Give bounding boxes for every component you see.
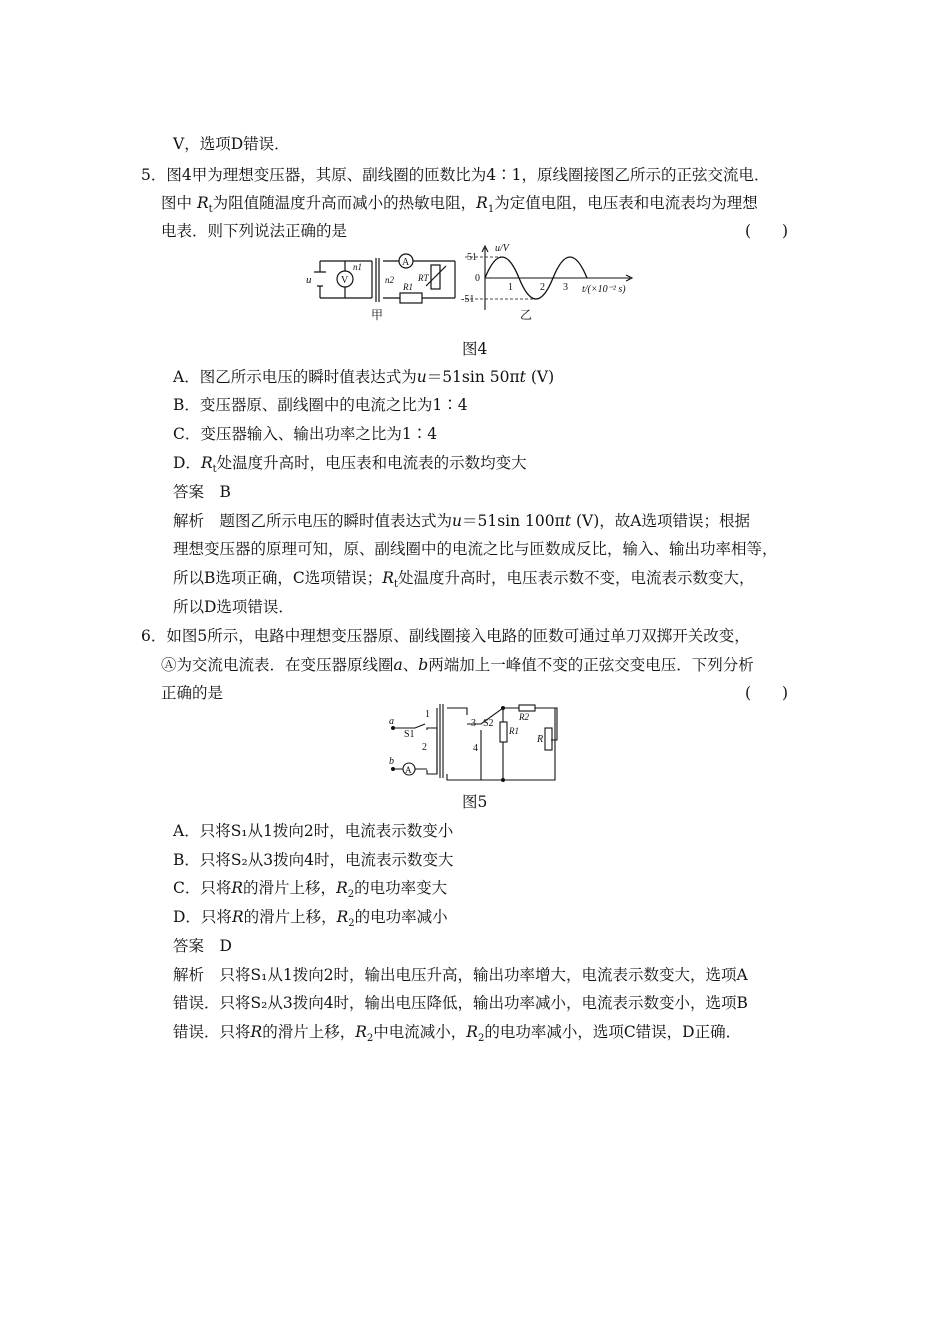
thermistor-rt-label: RT <box>418 273 429 283</box>
q5-option-c: C．变压器输入、输出功率之比为1∶4 <box>173 425 438 443</box>
tap-3-label: 3 <box>471 718 476 729</box>
resistor-r1-label: R1 <box>509 726 519 736</box>
q6-stem-line-2: Ⓐ为交流电流表．在变压器原线圈a、b两端加上一峰值不变的正弦交变电压．下列分析 <box>161 656 754 674</box>
q5-analysis-line-2: 理想变压器的原理可知，原、副线圈中的电流之比与匝数成反比，输入、输出功率相等， <box>173 540 778 558</box>
q5-answer: 答案 B <box>173 483 231 501</box>
q5-analysis-line-4: 所以D选项错误． <box>173 598 294 616</box>
graph-y-max-label: 51 <box>467 252 477 263</box>
coil-n1-label: n1 <box>353 262 362 272</box>
graph-tick-2: 2 <box>540 282 545 293</box>
q5-stem-line-2: 图中 $R_t$为阻值随温度升高而减小的热敏电阻，$R_1$为定值电阻，电压表和电流表均为理想 <box>161 194 758 216</box>
q5-analysis-line-1: 解析 题图乙所示电压的瞬时值表达式为u＝51sin 100πt (V)，故A选项错误；根据 <box>173 512 750 530</box>
figure-yi-label: 乙 <box>520 308 533 322</box>
graph-x-axis-label: t/(×10⁻² s) <box>582 284 626 295</box>
q6-option-c: C．只将R的滑片上移，$R_2$的电功率变大 <box>173 879 448 901</box>
switch-s1-label: S1 <box>404 729 415 740</box>
q5-option-d: D．$R_t$处温度升高时，电压表和电流表的示数均变大 <box>173 454 527 476</box>
figure-5 <box>385 700 585 782</box>
q6-stem-line-3: 正确的是 <box>161 684 224 702</box>
q6-answer-bracket: ( ) <box>745 684 789 702</box>
q5-analysis-line-3: 所以B选项正确，C选项错误；$R_t$处温度升高时，电压表示数不变，电流表示数变大， <box>173 569 755 591</box>
tap-2-label: 2 <box>422 742 427 753</box>
resistor-r1-label: R1 <box>403 282 413 292</box>
q6-answer: 答案 D <box>173 937 232 955</box>
graph-tick-3: 3 <box>563 282 568 293</box>
q5-option-b: B．变压器原、副线圈中的电流之比为1∶4 <box>173 396 468 414</box>
q6-option-a: A．只将S₁从1拨向2时，电流表示数变小 <box>173 822 454 840</box>
previous-answer-tail: V，选项D错误． <box>173 135 290 153</box>
q6-analysis-line-2: 错误．只将S₂从3拨向4时，输出电压降低，输出功率减小，电流表示数变小，选项B <box>173 994 748 1012</box>
q5-option-a: A．图乙所示电压的瞬时值表达式为u＝51sin 50πt (V) <box>173 368 555 386</box>
graph-zero-label: 0 <box>475 273 480 284</box>
ammeter-label: A <box>402 257 410 268</box>
q5-answer-bracket: ( ) <box>745 222 789 240</box>
rheostat-r-label: R <box>537 734 544 745</box>
coil-n2-label: n2 <box>385 275 394 285</box>
q6-analysis-line-3: 错误．只将R的滑片上移，$R_2$中电流减小，$R_2$的电功率减小，选项C错误，D正确． <box>173 1023 742 1045</box>
figure-4-graph-yi <box>465 246 632 310</box>
tap-4-label: 4 <box>473 743 478 754</box>
terminal-a-label: a <box>389 716 394 727</box>
q5-stem-line-3: 电表．则下列说法正确的是 <box>161 222 348 240</box>
resistor-r2-label: R2 <box>519 712 529 722</box>
source-u-label: u <box>306 274 312 286</box>
q6-option-b: B．只将S₂从3拨向4时，电流表示数变大 <box>173 851 454 869</box>
q6-analysis-line-1: 解析 只将S₁从1拨向2时，输出电压升高，输出功率增大，电流表示数变大，选项A <box>173 966 748 984</box>
terminal-b-label: b <box>389 756 394 767</box>
graph-y-min-label: -51 <box>461 294 475 305</box>
q6-option-d: D．只将R的滑片上移，$R_2$的电功率减小 <box>173 908 448 930</box>
graph-y-axis-label: u/V <box>495 243 509 254</box>
figure-5-caption: 图5 <box>462 793 488 811</box>
figure-4-caption: 图4 <box>462 340 488 358</box>
figure-jia-label: 甲 <box>371 308 384 322</box>
switch-s2-label: S2 <box>483 718 494 729</box>
figure-4 <box>300 240 660 324</box>
q6-stem-line-1: 6．如图5所示，电路中理想变压器原、副线圈接入电路的匝数可通过单刀双掷开关改变， <box>141 627 750 645</box>
tap-1-label: 1 <box>425 709 430 720</box>
ammeter-label: A <box>405 765 412 775</box>
q5-stem-line-1: 5．图4甲为理想变压器，其原、副线圈的匝数比为4∶1，原线圈接图乙所示的正弦交流电． <box>141 166 770 184</box>
graph-tick-1: 1 <box>508 282 513 293</box>
voltmeter-label: V <box>341 275 349 286</box>
